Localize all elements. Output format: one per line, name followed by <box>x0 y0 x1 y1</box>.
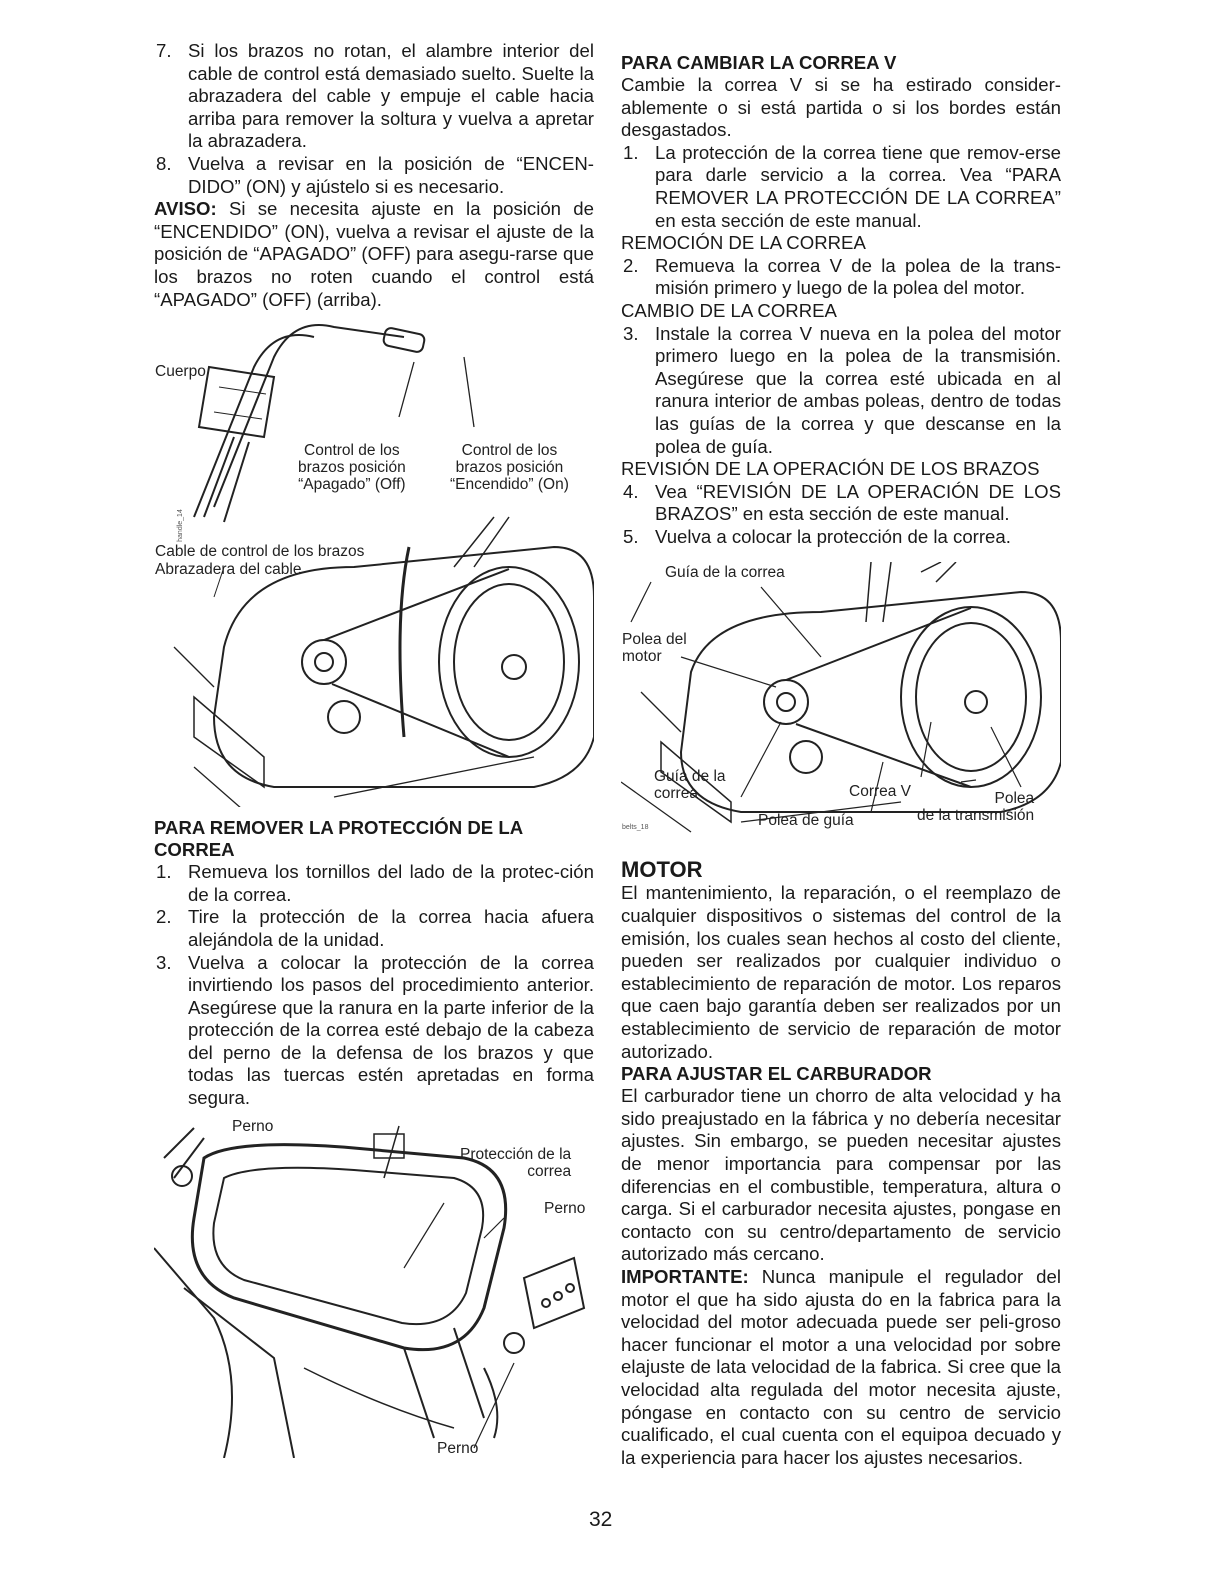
cambiar-step-2: 2. Remueva la correa V de la polea de la trans-misión primero y luego de la polea del motor. <box>623 254 1061 299</box>
cambiar-step-1: 1. La protección de la correa tiene que remov-erse para darle servicio a la correa. Vea “PARA REMOVER LA PROTECCIÓN DE LA CORREA” en esta sección de este manual. <box>623 141 1061 231</box>
label-guia-bottom: Guía de la correa <box>654 768 726 803</box>
label-polea-trans: Polea de la transmisión <box>917 790 1035 825</box>
carburador-text: El carburador tiene un chorro de alta velocidad y ha sido preajustado en la fábrica y no debería necesitar ajustes. Sin embargo, se pueden necesitar ajustes de menor importancia para compensar por las diferencias en el combustible, temperatura, altura o carga. Si el carburador necesita ajustes, pongase en contacto con su centro/departamento de servicio autorizado más cercano. <box>621 1085 1061 1265</box>
figure-v-belt <box>621 562 1061 852</box>
label-guia-top: Guía de la correa <box>665 564 785 582</box>
remover-step-1: 1. Remueva los tornillos del lado de la protec-ción de la correa. <box>156 861 594 905</box>
label-perno-bottom: Perno <box>437 1439 479 1457</box>
figure-arm-control <box>154 317 594 807</box>
label-proteccion: Protección de la correa <box>460 1145 572 1180</box>
cambiar-intro: Cambie la correa V si se ha estirado consider-ablemente o si está partida o si los bordes están desgastados. <box>621 74 1061 141</box>
aviso-label: AVISO: <box>154 198 217 220</box>
remocion-title: REMOCIÓN DE LA CORREA <box>621 232 866 254</box>
cambiar-step-4: 4. Vea “REVISIÓN DE LA OPERACIÓN DE LOS BRAZOS” en esta sección de este manual. <box>623 480 1061 525</box>
cambio-title: CAMBIO DE LA CORREA <box>621 299 837 321</box>
carburador-title: PARA AJUSTAR EL CARBURADOR <box>621 1063 932 1085</box>
label-perno-right: Perno <box>544 1199 586 1217</box>
label-correa-v: Correa V <box>849 783 912 801</box>
figure-belt-guard <box>154 1118 594 1458</box>
aviso-text: Si se necesita ajuste en la posición de “ENCENDIDO” (ON), vuelva a revisar el ajuste de la posición de “APAGADO” (OFF) para asegu-rarse que los brazos no roten cuando el control está “APAGADO” (OFF) (arriba). <box>154 198 594 310</box>
label-control-on: Control de los brazos posición “Encendido” (On) <box>450 442 569 494</box>
remover-step-3: 3. Vuelva a colocar la protección de la correa invirtiendo los pasos del procedimiento anterior. Asegúrese que la ranura en la parte inferior de la protección de la correa esté debajo de la cabeza del perno de la defensa de los brazos y que todas las tuercas estén apretadas en forma segura. <box>156 951 594 1109</box>
revision-title: REVISIÓN DE LA OPERACIÓN DE LOS BRAZOS <box>621 458 1040 480</box>
cambiar-step-5: 5. Vuelva a colocar la protección de la correa. <box>623 525 1011 547</box>
label-cable-control: Cable de control de los brazos <box>155 543 365 561</box>
right-column <box>621 40 1061 1469</box>
importante-label: IMPORTANTE: <box>621 1265 749 1287</box>
remover-step-2: 2. Tire la protección de la correa hacia afuera alejándola de la unidad. <box>156 906 594 950</box>
label-abrazadera: Abrazadera del cable <box>155 561 302 579</box>
steps-list-top <box>154 40 594 198</box>
cambiar-title: PARA CAMBIAR LA CORREA V <box>621 52 897 73</box>
motor-title: MOTOR <box>621 857 703 883</box>
remover-title: PARA REMOVER LA PROTECCIÓN DE LA CORREA <box>154 817 523 861</box>
figure-code-3: belts_18 <box>622 824 649 832</box>
label-cuerpo: Cuerpo <box>155 363 206 381</box>
cambiar-step-3: 3. Instale la correa V nueva en la polea del motor primero luego en la polea de la transmisión. Asegúrese que la correa esté ubicada en al ranura interior de ambas poleas, dentro de todas las guías de la correa y que descanse en la polea de guía. <box>623 322 1061 457</box>
importante-paragraph <box>621 1266 1061 1469</box>
page-number: 32 <box>589 1508 613 1531</box>
label-control-off: Control de los brazos posición “Apagado” (Off) <box>298 442 406 494</box>
label-polea-motor: Polea del motor <box>622 631 687 666</box>
aviso-paragraph <box>154 198 594 311</box>
motor-text: El mantenimiento, la reparación, o el reemplazo de cualquier dispositivos o sistemas del control de la emisión, los cuales sean hechos al costo del cliente, pueden ser realizados por cualquier individuo o establecimiento de reparación de motor. Los reparos que caen bajo garantía deben ser realizados por un establecimiento de servicio de reparación de motor autorizado. <box>621 882 1061 1062</box>
step-7: 7. Si los brazos no rotan, el alambre interior del cable de control está demasiado suelto. Suelte la abrazadera del cable y empuje el cable hacia arriba para remover la soltura y vuelva a apretar la abrazadera. <box>156 40 594 152</box>
step-8: 8. Vuelva a revisar en la posición de “ENCEN-DIDO” (ON) y ajústelo si es necesario. <box>156 152 594 197</box>
label-polea-guia: Polea de guía <box>758 812 854 830</box>
figure-code-1: handle_14 <box>176 509 184 542</box>
left-column <box>154 40 594 1458</box>
importante-text: Nunca manipule el regulador del motor el que ha sido ajusta do en la fabrica para la velocidad del motor adecuada puede ser peli-groso hacer funcionar el motor a una velocidad por sobre elajuste de lata velocidad de la fabrica. Si cree que la velocidad alta regulada del motor necesita ajuste, póngase en contacto con su centro de servicio cualificado, el cual cuenta con el equipoa decuado y la experiencia para hacer los ajustes necesarios. <box>621 1265 1061 1468</box>
label-perno-top: Perno <box>232 1117 274 1135</box>
remover-steps <box>154 861 594 1110</box>
